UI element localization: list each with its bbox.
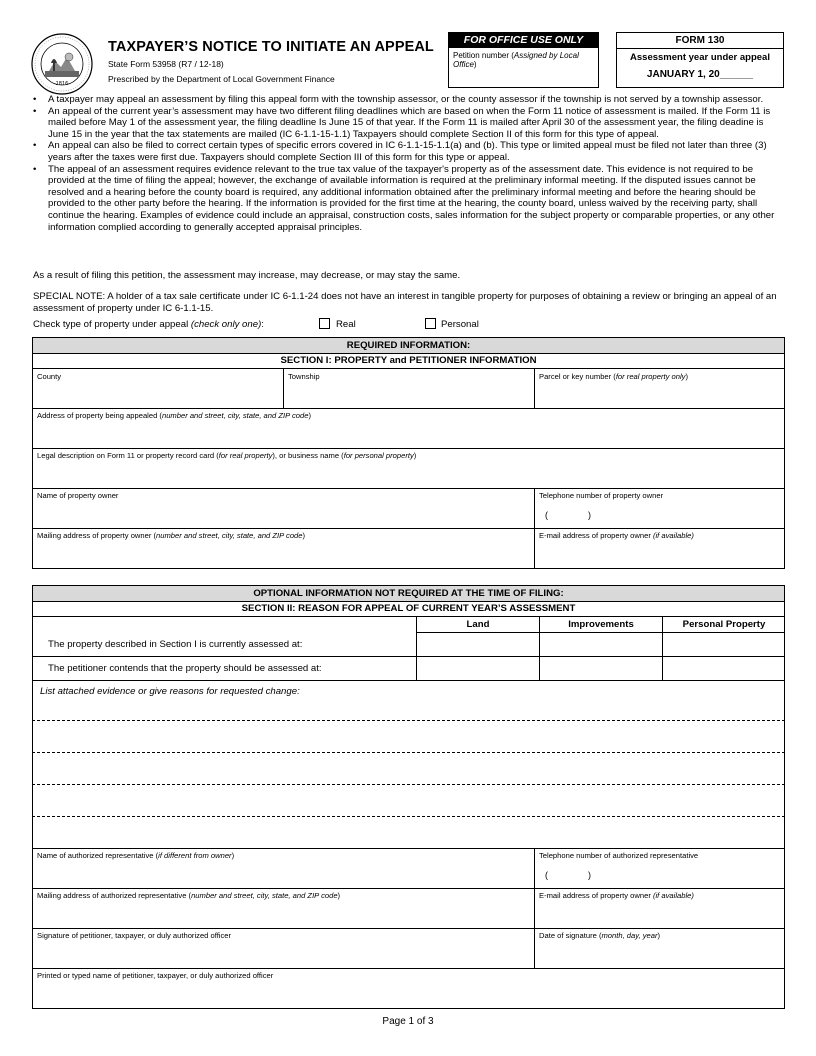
signature-date-field[interactable]: Date of signature (month, day, year) bbox=[539, 931, 661, 940]
form-number: FORM 130 bbox=[617, 33, 783, 49]
legal-description-field[interactable]: Legal description on Form 11 or property record card (for real property), or business name (for personal property) bbox=[37, 451, 417, 460]
current-personal-input[interactable] bbox=[663, 633, 784, 656]
state-seal bbox=[31, 33, 93, 95]
prescribed-by: Prescribed by the Department of Local Government Finance bbox=[108, 74, 335, 84]
owner-name-field[interactable]: Name of property owner bbox=[37, 491, 119, 500]
instruction-list bbox=[33, 94, 785, 233]
representative-name-field[interactable]: Name of authorized representative (if different from owner) bbox=[37, 851, 235, 860]
property-type-prompt: Check type of property under appeal (check only one): bbox=[33, 319, 264, 330]
personal-property-label: Personal bbox=[441, 319, 479, 330]
assessment-year-label: Assessment year under appeal bbox=[630, 52, 770, 63]
instruction-bullet: • An appeal of the current year’s assessment may have two different filing deadlines which are based on when the Form 11 notice of assessment is mailed. If the Form 11 is mailed before May 1 of the assessment year, the filing deadline Is June 15 of that year. If the Form 11 is mailed after April 30 of the assessment year, the filing deadine is June 15 in the year that the tax statements are mailed (IC 6-1.1-15-1.1) Taxpayers should complete Section II of this form for this type of appeal. bbox=[33, 106, 785, 141]
evidence-prompt: List attached evidence or give reasons for requested change: bbox=[40, 686, 300, 697]
owner-mailing-address-field[interactable]: Mailing address of property owner (number and street, city, state, and ZIP code) bbox=[37, 531, 306, 540]
column-personal-property: Personal Property bbox=[682, 619, 766, 630]
column-land: Land bbox=[466, 619, 490, 630]
section-1-title: SECTION I: PROPERTY and PETITIONER INFORMATION bbox=[280, 355, 537, 366]
evidence-text-area[interactable] bbox=[33, 700, 784, 847]
assessment-year-field[interactable]: JANUARY 1, 20______ bbox=[646, 69, 754, 80]
state-form-number: State Form 53958 (R7 / 12-18) bbox=[108, 59, 224, 69]
real-property-checkbox[interactable] bbox=[319, 318, 330, 329]
representative-phone-parens: ( ) bbox=[545, 870, 592, 880]
current-improvements-input[interactable] bbox=[540, 633, 662, 656]
printed-name-field[interactable]: Printed or typed name of petitioner, taxpayer, or duly authorized officer bbox=[37, 971, 274, 980]
result-note: As a result of filing this petition, the assessment may increase, may decrease, or may stay the same. bbox=[33, 270, 461, 281]
contended-assessment-label: The petitioner contends that the property should be assessed at: bbox=[48, 663, 322, 674]
representative-phone-field[interactable]: Telephone number of authorized representative bbox=[539, 851, 699, 860]
column-improvements: Improvements bbox=[568, 619, 634, 630]
current-assessment-label: The property described in Section I is currently assessed at: bbox=[48, 639, 303, 650]
owner-email-field[interactable]: E-mail address of property owner (if available) bbox=[539, 531, 694, 540]
representative-mailing-address-field[interactable]: Mailing address of authorized representative (number and street, city, state, and ZIP code) bbox=[37, 891, 341, 900]
special-note: SPECIAL NOTE: A holder of a tax sale certificate under IC 6-1.1-24 does not have an interest in tangible property for purposes of obtaining a review or bringing an appeal of an assessment of property under IC 6-1.1-15. bbox=[33, 291, 777, 314]
contended-personal-input[interactable] bbox=[663, 657, 784, 680]
contended-improvements-input[interactable] bbox=[540, 657, 662, 680]
form-title: TAXPAYER’S NOTICE TO INITIATE AN APPEAL bbox=[108, 39, 434, 55]
optional-info-heading: OPTIONAL INFORMATION NOT REQUIRED AT THE TIME OF FILING: bbox=[33, 586, 784, 601]
form-number-box bbox=[616, 32, 784, 88]
real-property-label: Real bbox=[336, 319, 356, 330]
instruction-bullet: • An appeal can also be filed to correct certain types of specific errors covered in IC 6-1.1-15-1.1(a) and (b). This type or limited appeal must be filed not later than three (3) years after the taxes were first due. Taxpayers should complete Section III of this form for this type or appeal. bbox=[33, 140, 785, 163]
section-2-title: SECTION II: REASON FOR APPEAL OF CURRENT YEAR’S ASSESSMENT bbox=[241, 603, 576, 614]
current-land-input[interactable] bbox=[417, 633, 539, 656]
signature-field[interactable]: Signature of petitioner, taxpayer, or duly authorized officer bbox=[37, 931, 232, 940]
owner-phone-field[interactable]: Telephone number of property owner bbox=[539, 491, 664, 500]
parcel-number-field[interactable]: Parcel or key number (for real property only) bbox=[539, 372, 688, 381]
personal-property-checkbox[interactable] bbox=[425, 318, 436, 329]
township-field[interactable]: Township bbox=[288, 372, 320, 381]
office-use-box bbox=[448, 32, 599, 88]
instruction-bullet: • The appeal of an assessment requires evidence relevant to the true tax value of the taxpayer's property as of the assessment date. This evidence is not required to be provided at the time of filing the appeal; however, the exchange of available information is required at the preliminary informal meeting. If the disputed issues cannot be resolved and a hearing before the county board is required, any additional information obtained after the preliminary informal meeting and before the hearing should be provided to the other party before the hearing. If the information is provided for the first time at the hearing, the county board, unless waived by the receiving party, shall continue the hearing. Examples of evidence could include an appraisal, construction costs, sales information for the subject property or comparable properties, or any other information complied according to generally accepted appraisal principles. bbox=[33, 164, 785, 234]
petition-number-label: Petition number (Assigned by Local Office) bbox=[453, 51, 579, 69]
required-info-heading: REQUIRED INFORMATION: bbox=[33, 338, 784, 353]
instruction-bullet: • A taxpayer may appeal an assessment by filing this appeal form with the township assessor, or the county assessor if the township is not served by a township assessor. bbox=[33, 94, 785, 106]
property-address-field[interactable]: Address of property being appealed (number and street, city, state, and ZIP code) bbox=[37, 411, 311, 420]
representative-email-field[interactable]: E-mail address of property owner (if available) bbox=[539, 891, 694, 900]
owner-phone-parens: ( ) bbox=[545, 510, 592, 520]
seal-year: 1816 bbox=[55, 81, 69, 87]
county-field[interactable]: County bbox=[37, 372, 62, 381]
contended-land-input[interactable] bbox=[417, 657, 539, 680]
page-number: Page 1 of 3 bbox=[382, 1016, 434, 1027]
office-use-heading: FOR OFFICE USE ONLY bbox=[449, 33, 598, 48]
